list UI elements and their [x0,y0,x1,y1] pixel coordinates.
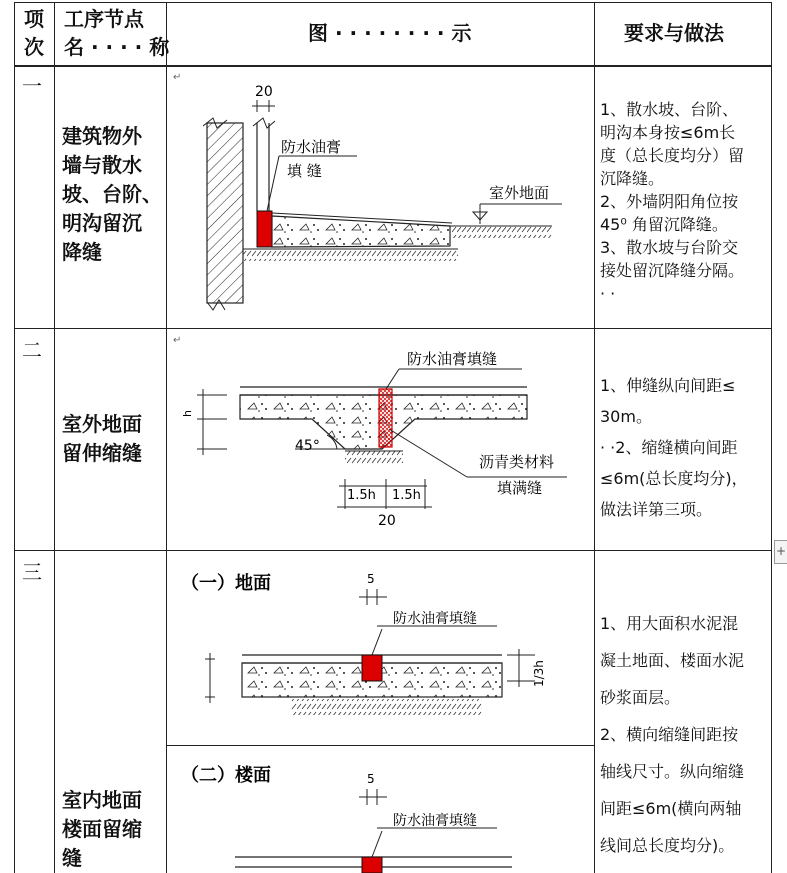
header-col1-line1: 项 [24,7,44,31]
row2-angle: 45° [295,438,320,454]
row1-name [62,122,162,267]
row3-name-line: 室内地面 [62,788,142,812]
row1-index: 一 [22,74,42,98]
svg-text:h: h [181,410,194,417]
row1-req-line: 3、散水坡与台阶交 [600,238,739,257]
row3-requirements [600,605,770,864]
row3-sub1-dim: 5 [367,572,375,586]
row2-joint-label: 防水油膏填缝 [407,350,498,368]
table-border-right [771,2,772,873]
row1-name-line: 降缝 [62,240,102,264]
row1-req-line: 1、散水坡、台阶、 [600,100,739,119]
row3-sub2-title: （二）楼面 [181,765,271,786]
row1-requirements [600,98,770,305]
row1-req-line: 2、外墙阴阳角位按 [600,192,739,211]
row2-req-line: 做法详第三项。 [600,500,713,519]
row2-req-line: ≤6m(总长度均分)， [600,469,748,488]
row1-req-line: · · [600,284,616,303]
row1-name-line: 明沟留沉 [62,211,142,235]
row3-req-line: 线间总长度均分)。 [600,836,735,855]
row3-req-line: 间距≤6m(横向两轴 [600,799,742,818]
row2-index: 二 [22,338,42,362]
row2-dim-right: 1.5h [392,488,421,503]
row2-req-line: · ·2、缩缝横向间距 [600,438,738,457]
row3-req-line: 1、用大面积水泥混 [600,614,739,633]
row1-joint-label-2: 填 缝 [287,162,322,180]
row1-ground-label: 室外地面 [489,184,550,202]
row1-joint-label-1: 防水油膏 [281,138,342,156]
row3-sub1-title: （一）地面 [181,573,271,594]
row2-dim-bottom: 20 [378,513,396,529]
row3-name [62,786,142,873]
col1-divider [54,2,55,873]
row1-name-line: 坡、台阶、 [62,182,162,206]
row3-sub2-dim: 5 [367,772,375,786]
row2-fill-label-2: 填满缝 [497,479,543,497]
header-col4: 要求与做法 [624,21,724,45]
row3-name-line: 缝 [62,846,82,870]
row3-sub2-joint: 防水油膏填缝 [393,813,477,829]
row3-sub1-joint: 防水油膏填缝 [393,611,477,627]
row1-req-line: 45⁰ 角留沉降缝。 [600,215,728,234]
row3-req-line: 2、横向缩缝间距按 [600,725,739,744]
row2-req-line: 30m。 [600,407,652,426]
table-border-left [14,2,15,873]
row3-req-line: 轴线尺寸。纵向缩缝 [600,762,745,781]
row3-name-line: 楼面留缩 [62,817,142,841]
row1-req-line: 接处留沉降缝分隔。 [600,261,745,280]
table-border-top [14,2,772,3]
row3-req-line: 砂浆面层。 [600,688,681,707]
row3-sub1-side: 1/3h [532,660,546,687]
insert-row-handle[interactable]: + [774,540,787,564]
row1-diagram [167,66,594,328]
col3-divider [594,2,595,873]
row1-name-line: 建筑物外 [62,124,142,148]
row1-req-line: 度（总长度均分）留 [600,146,745,165]
row2-requirements [600,370,770,525]
header-col1-line2: 次 [24,35,44,59]
svg-text:↵: ↵ [173,335,182,346]
row2-dim-left: 1.5h [347,488,376,503]
row2-fill-label-1: 沥青类材料 [479,453,555,471]
row1-dim-top: 20 [255,84,273,100]
row1-name-line: 墙与散水 [62,153,142,177]
row3-req-line: 凝土地面、楼面水泥 [600,651,745,670]
row2-name-line: 室外地面 [62,412,142,436]
row2-name [62,410,142,468]
row1-req-line: 明沟本身按≤6m长 [600,123,736,142]
row3-index: 三 [22,560,42,584]
svg-text:↵: ↵ [173,72,182,83]
row2-req-line: 1、伸缝纵向间距≤ [600,376,736,395]
row3-diagram [167,551,594,873]
row1-req-line: 沉降缝。 [600,169,665,188]
header-col2-line2: 名 · · · · 称 [64,35,170,59]
header-col2-line1: 工序节点 [64,7,144,31]
header-col3: 图 · · · · · · · · 示 [308,21,472,45]
row2-diagram [167,329,594,550]
row2-name-line: 留伸缩缝 [62,441,142,465]
